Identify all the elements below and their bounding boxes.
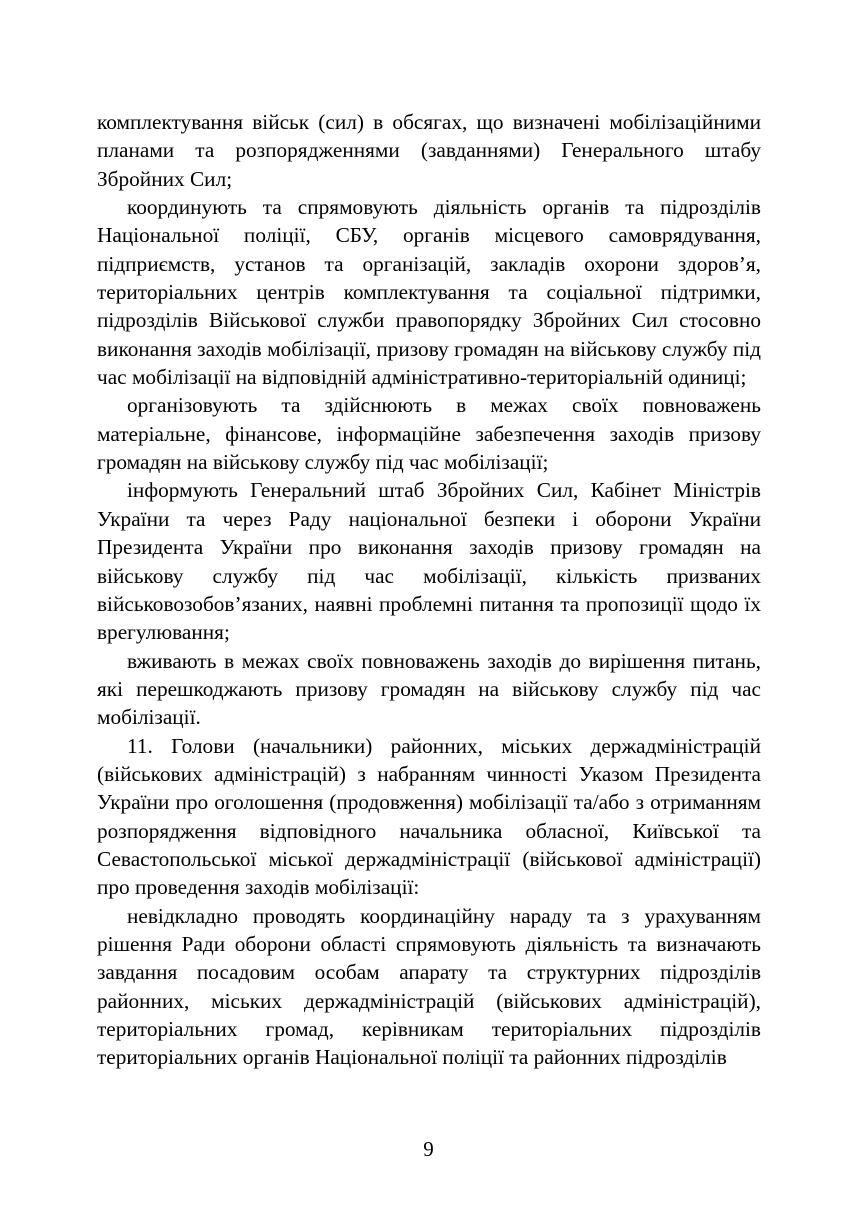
paragraph-continuation: комплектування військ (сил) в обсягах, що визначені мобілізаційними планами та розпорядженнями (завданнями) Генерального штабу Збройних Сил; xyxy=(97,110,761,191)
paragraph-item-11: 11. Голови (начальники) районних, міських держадміністрацій (військових адміністрацій) з набранням чинності Указом Президента України про оголошення (продовження) мобілізації та/або з отриманням розпорядження відповідного начальника обласної, Київської та Севастопольської міської держадміністрації (військової адміністрації) про проведення заходів мобілізації: xyxy=(97,733,761,900)
paragraph-measures: вживають в межах своїх повноважень заходів до вирішення питань, які перешкоджають призову громадян на військову службу під час мобілізації. xyxy=(97,648,761,730)
page-number: 9 xyxy=(423,1137,434,1161)
paragraph-inform: інформують Генеральний штаб Збройних Сил, Кабінет Міністрів України та через Раду національної безпеки і оборони України Президента України про виконання заходів призову громадян на військову службу під час мобілізації, кількість призваних військовозобов’язаних, наявні проблемні питання та пропозиції щодо їх врегулювання; xyxy=(97,478,761,645)
document-body xyxy=(97,108,761,1072)
paragraph-organize: організовують та здійснюють в межах своїх повноважень матеріальне, фінансове, інформаційне забезпечення заходів призову громадян на військову службу під час мобілізації; xyxy=(97,393,761,475)
paragraph-coordinate: координують та спрямовують діяльність органів та підрозділів Національної поліції, СБУ, органів місцевого самоврядування, підприємств, установ та організацій, закладів охорони здоров’я, територіальних центрів комплектування та соціальної підтримки, підрозділів Військової служби правопорядку Збройних Сил стосовно виконання заходів мобілізації, призову громадян на військову службу під час мобілізації на відповідній адміністративно-територіальній одиниці; xyxy=(97,195,761,390)
paragraph-meeting: невідкладно проводять координаційну нараду та з урахуванням рішення Ради оборони області спрямовують діяльність та визначають завдання посадовим особам апарату та структурних підрозділів районних, міських держадміністрацій (військових адміністрацій), територіальних громад, керівникам територіальних підрозділів територіальних органів Національної поліції та районних підрозділів xyxy=(97,903,761,1070)
